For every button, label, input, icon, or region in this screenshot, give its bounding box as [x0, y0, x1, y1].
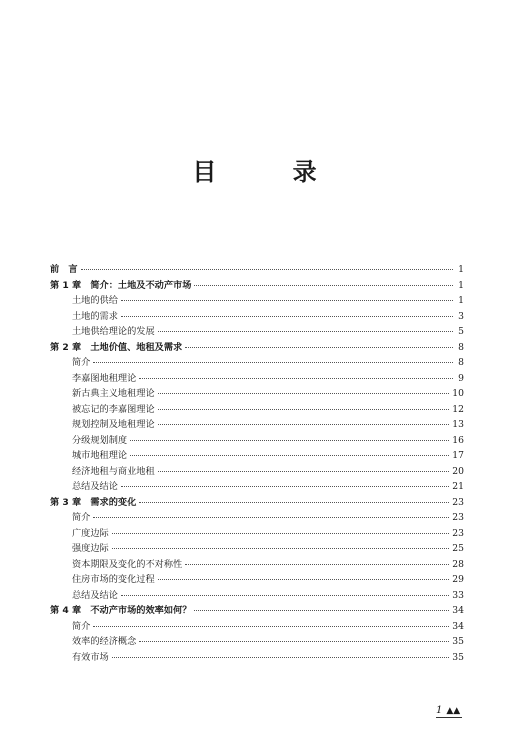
toc-entry-label: 简介	[72, 357, 91, 368]
toc-entry-label: 新古典主义地租理论	[72, 388, 155, 399]
toc-entry-page: 10	[452, 388, 464, 399]
dot-leader	[158, 392, 450, 394]
toc-entry-page: 8	[458, 357, 464, 368]
toc-entry-page: 9	[458, 372, 464, 384]
toc-entry-label: 资本期限及变化的不对称性	[72, 558, 183, 570]
page-footer	[436, 705, 460, 716]
toc-entry-label: 第 2 章 土地价值、地租及需求	[50, 341, 183, 353]
toc-section-entry[interactable]	[50, 634, 464, 650]
toc-entry-label: 强度边际	[72, 543, 109, 554]
toc-entry-label: 第 1 章 简介：土地及不动产市场	[50, 279, 192, 291]
dot-leader	[81, 268, 453, 270]
toc-entry-label: 李嘉图地租理论	[72, 372, 137, 384]
toc-section-entry[interactable]	[50, 293, 464, 309]
dot-leader	[121, 299, 453, 301]
toc-chapter-entry[interactable]	[50, 262, 464, 278]
toc-section-entry[interactable]	[50, 433, 464, 449]
toc-entry-page: 13	[452, 419, 464, 430]
toc-entry-page: 23	[452, 496, 464, 508]
toc-entry-label: 广度边际	[72, 527, 109, 539]
dot-leader	[194, 284, 453, 286]
toc-entry-label: 分级规划制度	[72, 434, 128, 446]
toc-chapter-entry[interactable]	[50, 495, 464, 511]
dot-leader	[185, 563, 449, 565]
toc-section-entry[interactable]	[50, 619, 464, 635]
toc-entry-page: 1	[458, 279, 464, 291]
dot-leader	[93, 516, 449, 518]
dot-leader	[112, 547, 450, 549]
toc-entry-label: 简介	[72, 512, 91, 523]
toc-section-entry[interactable]	[50, 650, 464, 666]
dot-leader	[112, 656, 450, 658]
toc-entry-label: 城市地租理论	[72, 450, 128, 461]
dot-leader	[139, 640, 449, 642]
toc-entry-page: 20	[452, 465, 464, 477]
dot-leader	[158, 408, 450, 410]
dot-leader	[121, 485, 449, 487]
dot-leader	[139, 377, 453, 379]
toc-entry-label: 前 言	[50, 264, 78, 275]
toc-entry-label: 土地的供给	[72, 295, 118, 306]
toc-entry-page: 1	[458, 264, 464, 275]
toc-section-entry[interactable]	[50, 464, 464, 480]
toc-entry-label: 效率的经济概念	[72, 636, 137, 647]
toc-section-entry[interactable]	[50, 541, 464, 557]
toc-entry-label: 简介	[72, 620, 91, 632]
page-title: 目 录	[192, 158, 351, 186]
page-number: 1	[436, 705, 443, 716]
toc-entry-page: 33	[452, 589, 464, 601]
toc-section-entry[interactable]	[50, 309, 464, 325]
toc-entry-page: 23	[452, 527, 464, 539]
toc-entry-label: 总结及结论	[72, 589, 118, 601]
toc-entry-page: 25	[452, 543, 464, 554]
toc-entry-page: 17	[452, 450, 464, 461]
toc-entry-page: 35	[452, 651, 464, 663]
toc-section-entry[interactable]	[50, 510, 464, 526]
toc-entry-page: 35	[452, 636, 464, 647]
dot-leader	[185, 346, 453, 348]
toc-section-entry[interactable]	[50, 448, 464, 464]
toc-entry-page: 29	[452, 574, 464, 585]
triangle-mark-icon: ▲▲	[446, 705, 461, 716]
dot-leader	[158, 330, 453, 332]
dot-leader	[121, 594, 449, 596]
toc-entry-page: 34	[452, 620, 464, 632]
toc-entry-page: 28	[452, 558, 464, 570]
toc-section-entry[interactable]	[50, 417, 464, 433]
table-of-contents	[50, 262, 464, 665]
toc-entry-page: 8	[458, 341, 464, 353]
toc-entry-label: 第 4 章 不动产市场的效率如何？	[50, 605, 192, 616]
toc-section-entry[interactable]	[50, 479, 464, 495]
dot-leader	[158, 470, 450, 472]
toc-entry-page: 5	[458, 326, 464, 337]
toc-entry-page: 21	[452, 481, 464, 492]
toc-entry-label: 被忘记的李嘉图理论	[72, 403, 155, 415]
dot-leader	[130, 454, 449, 456]
dot-leader	[130, 439, 449, 441]
dot-leader	[93, 361, 453, 363]
toc-entry-label: 规划控制及地租理论	[72, 419, 155, 430]
toc-entry-page: 3	[458, 310, 464, 322]
toc-section-entry[interactable]	[50, 324, 464, 340]
toc-entry-label: 土地供给理论的发展	[72, 326, 155, 337]
dot-leader	[158, 423, 450, 425]
toc-section-entry[interactable]	[50, 371, 464, 387]
dot-leader	[139, 501, 449, 503]
toc-section-entry[interactable]	[50, 386, 464, 402]
toc-entry-label: 有效市场	[72, 651, 109, 663]
toc-entry-label: 第 3 章 需求的变化	[50, 496, 137, 508]
dot-leader	[112, 532, 450, 534]
toc-chapter-entry[interactable]	[50, 603, 464, 619]
toc-entry-label: 总结及结论	[72, 481, 118, 492]
toc-section-entry[interactable]	[50, 588, 464, 604]
dot-leader	[93, 625, 449, 627]
toc-entry-label: 住房市场的变化过程	[72, 574, 155, 585]
dot-leader	[194, 609, 449, 611]
dot-leader	[158, 578, 450, 580]
toc-entry-label: 经济地租与商业地租	[72, 465, 155, 477]
toc-section-entry[interactable]	[50, 557, 464, 573]
dot-leader	[121, 315, 453, 317]
toc-entry-page: 12	[452, 403, 464, 415]
toc-section-entry[interactable]	[50, 572, 464, 588]
toc-chapter-entry[interactable]	[50, 278, 464, 294]
toc-entry-page: 1	[458, 295, 464, 306]
toc-chapter-entry[interactable]	[50, 340, 464, 356]
toc-section-entry[interactable]	[50, 355, 464, 371]
toc-section-entry[interactable]	[50, 526, 464, 542]
toc-entry-label: 土地的需求	[72, 310, 118, 322]
toc-entry-page: 16	[452, 434, 464, 446]
toc-section-entry[interactable]	[50, 402, 464, 418]
toc-entry-page: 34	[452, 605, 464, 616]
toc-entry-page: 23	[452, 512, 464, 523]
